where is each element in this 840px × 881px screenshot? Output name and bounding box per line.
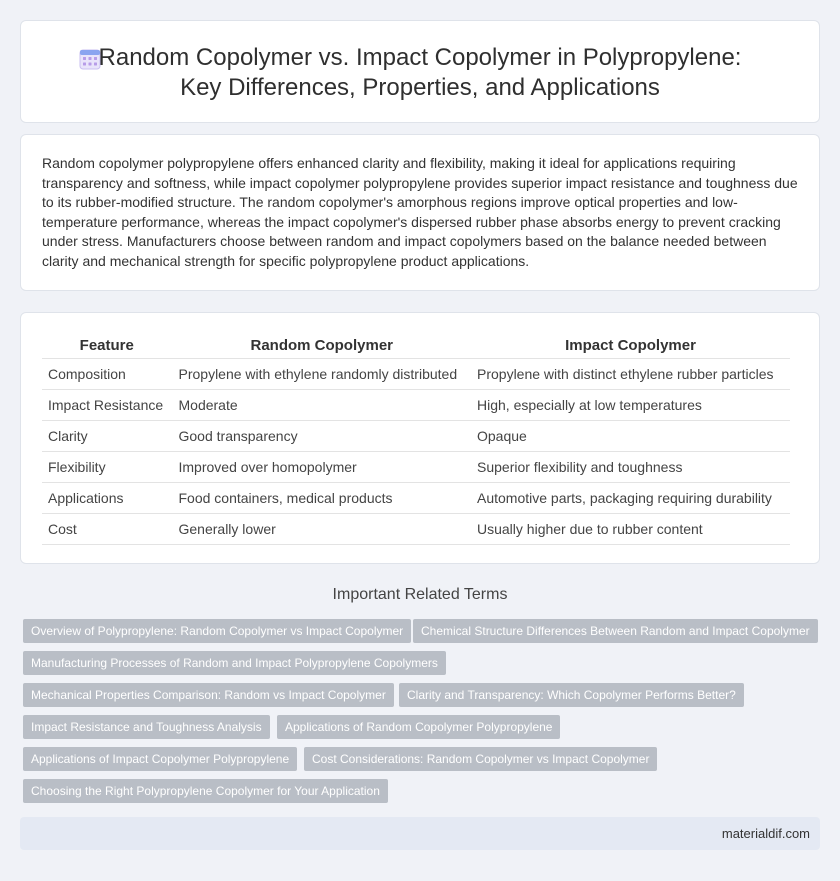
related-tag[interactable]: Chemical Structure Differences Between Random and Impact Copolymer (413, 619, 818, 643)
header-feature: Feature (42, 333, 172, 359)
impact-cell: Superior flexibility and toughness (471, 452, 790, 483)
related-tag[interactable]: Clarity and Transparency: Which Copolymer Performs Better? (399, 683, 744, 707)
footer-bar (20, 817, 820, 850)
impact-cell: Automotive parts, packaging requiring durability (471, 483, 790, 514)
feature-cell: Clarity (42, 421, 172, 452)
random-cell: Generally lower (172, 514, 471, 545)
impact-cell: Usually higher due to rubber content (471, 514, 790, 545)
table-row (42, 452, 790, 483)
related-tag[interactable]: Choosing the Right Polypropylene Copolymer for Your Application (23, 779, 388, 803)
related-tag[interactable]: Overview of Polypropylene: Random Copolymer vs Impact Copolymer (23, 619, 411, 643)
impact-cell: Opaque (471, 421, 790, 452)
summary-paragraph: Random copolymer polypropylene offers enhanced clarity and flexibility, making it ideal for applications requiring transparency and softness, while impact copolymer polypropylene provides superior impact resistance and toughness due to its rubber-modified structure. The random copolymer's amorphous regions improve optical properties and low-temperature performance, whereas the impact copolymer's dispersed rubber phase absorbs energy to prevent cracking under stress. Manufacturers choose between random and impact copolymers based on the balance needed between clarity and mechanical strength for specific polypropylene product applications. (42, 155, 798, 269)
table-row (42, 390, 790, 421)
related-tag[interactable]: Mechanical Properties Comparison: Random vs Impact Copolymer (23, 683, 394, 707)
feature-cell: Cost (42, 514, 172, 545)
table-row (42, 359, 790, 390)
related-tag[interactable]: Cost Considerations: Random Copolymer vs Impact Copolymer (304, 747, 657, 771)
table-row (42, 514, 790, 545)
table-row (42, 421, 790, 452)
title-card (20, 20, 820, 123)
random-cell: Food containers, medical products (172, 483, 471, 514)
page-title: Random Copolymer vs. Impact Copolymer in Polypropylene: Key Differences, Properties, and Applications (98, 44, 742, 101)
feature-cell: Flexibility (42, 452, 172, 483)
related-tag[interactable]: Manufacturing Processes of Random and Impact Polypropylene Copolymers (23, 651, 446, 675)
feature-cell: Applications (42, 483, 172, 514)
table-header-row (42, 333, 790, 359)
feature-cell: Impact Resistance (42, 390, 172, 421)
related-tag[interactable]: Applications of Impact Copolymer Polypropylene (23, 747, 297, 771)
random-cell: Improved over homopolymer (172, 452, 471, 483)
comparison-table-card (20, 312, 820, 564)
related-tag[interactable]: Applications of Random Copolymer Polypropylene (277, 715, 560, 739)
related-tag[interactable]: Impact Resistance and Toughness Analysis (23, 715, 270, 739)
impact-cell: High, especially at low temperatures (471, 390, 790, 421)
impact-cell: Propylene with distinct ethylene rubber particles (471, 359, 790, 390)
footer-site-link[interactable]: materialdif.com (721, 826, 810, 841)
related-terms-heading: Important Related Terms (332, 586, 508, 603)
feature-cell: Composition (42, 359, 172, 390)
comparison-table (42, 333, 790, 545)
table-row (42, 483, 790, 514)
random-cell: Good transparency (172, 421, 471, 452)
header-impact-copolymer: Impact Copolymer (471, 333, 790, 359)
header-random-copolymer: Random Copolymer (172, 333, 471, 359)
summary-card (20, 134, 820, 291)
random-cell: Moderate (172, 390, 471, 421)
random-cell: Propylene with ethylene randomly distributed (172, 359, 471, 390)
